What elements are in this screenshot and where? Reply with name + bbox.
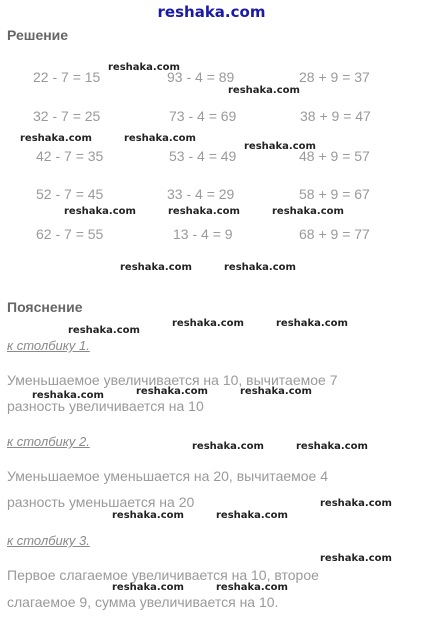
equation-c3-r5: 68 + 9 = 77 [299, 226, 370, 242]
equation-c1-r3: 42 - 7 = 35 [36, 148, 104, 164]
watermark: reshaka.com [216, 582, 288, 593]
watermark: reshaka.com [320, 553, 392, 564]
watermark: reshaka.com [244, 141, 316, 152]
watermark: reshaka.com [112, 582, 184, 593]
column-2-text-line2: разность уменьшается на 20 [7, 494, 195, 510]
column-3-label: к столбику 3. [7, 533, 90, 548]
equation-c2-r2: 73 - 4 = 69 [169, 108, 237, 124]
watermark: reshaka.com [240, 386, 312, 397]
watermark: reshaka.com [168, 206, 240, 217]
watermark: reshaka.com [296, 441, 368, 452]
column-2-label: к столбику 2. [7, 434, 90, 449]
watermark: reshaka.com [124, 133, 196, 144]
site-logo[interactable]: reshaka.com [157, 3, 266, 21]
watermark: reshaka.com [136, 386, 208, 397]
watermark: reshaka.com [216, 510, 288, 521]
watermark: reshaka.com [108, 62, 180, 73]
column-1-text-line1: Уменьшаемое увеличивается на 10, вычитаемое 7 [7, 372, 338, 388]
watermark: reshaka.com [120, 262, 192, 273]
watermark: reshaka.com [320, 498, 392, 509]
watermark: reshaka.com [64, 206, 136, 217]
equation-c1-r4: 52 - 7 = 45 [36, 186, 104, 202]
equation-c3-r3: 48 + 9 = 57 [299, 148, 370, 164]
equation-c2-r5: 13 - 4 = 9 [173, 226, 233, 242]
watermark: reshaka.com [172, 318, 244, 329]
watermark: reshaka.com [276, 318, 348, 329]
equation-c2-r1: 93 - 4 = 89 [167, 69, 235, 85]
watermark: reshaka.com [68, 325, 140, 336]
equation-c2-r4: 33 - 4 = 29 [167, 186, 235, 202]
equation-c1-r2: 32 - 7 = 25 [33, 108, 101, 124]
equation-c2-r3: 53 - 4 = 49 [169, 148, 237, 164]
column-3-text-line1: Первое слагаемое увеличивается на 10, второе [7, 567, 319, 583]
equation-c3-r4: 58 + 9 = 67 [299, 186, 370, 202]
solution-title: Решение [7, 27, 69, 43]
column-2-text-line1: Уменьшаемое уменьшается на 20, вычитаемое 4 [7, 468, 329, 484]
watermark: reshaka.com [228, 85, 300, 96]
explanation-title: Пояснение [7, 299, 83, 315]
column-3-text-line2: слагаемое 9, сумма увеличивается на 10. [7, 594, 279, 610]
column-1-text-line2: разность увеличивается на 10 [7, 398, 204, 414]
watermark: reshaka.com [112, 510, 184, 521]
watermark: reshaka.com [32, 390, 104, 401]
equation-c3-r2: 38 + 9 = 47 [300, 108, 371, 124]
column-1-label: к столбику 1. [7, 338, 90, 353]
watermark: reshaka.com [272, 206, 344, 217]
equation-c1-r5: 62 - 7 = 55 [36, 226, 104, 242]
equation-c1-r1: 22 - 7 = 15 [33, 69, 101, 85]
watermark: reshaka.com [224, 262, 296, 273]
equation-c3-r1: 28 + 9 = 37 [299, 69, 370, 85]
watermark: reshaka.com [20, 133, 92, 144]
watermark: reshaka.com [192, 441, 264, 452]
